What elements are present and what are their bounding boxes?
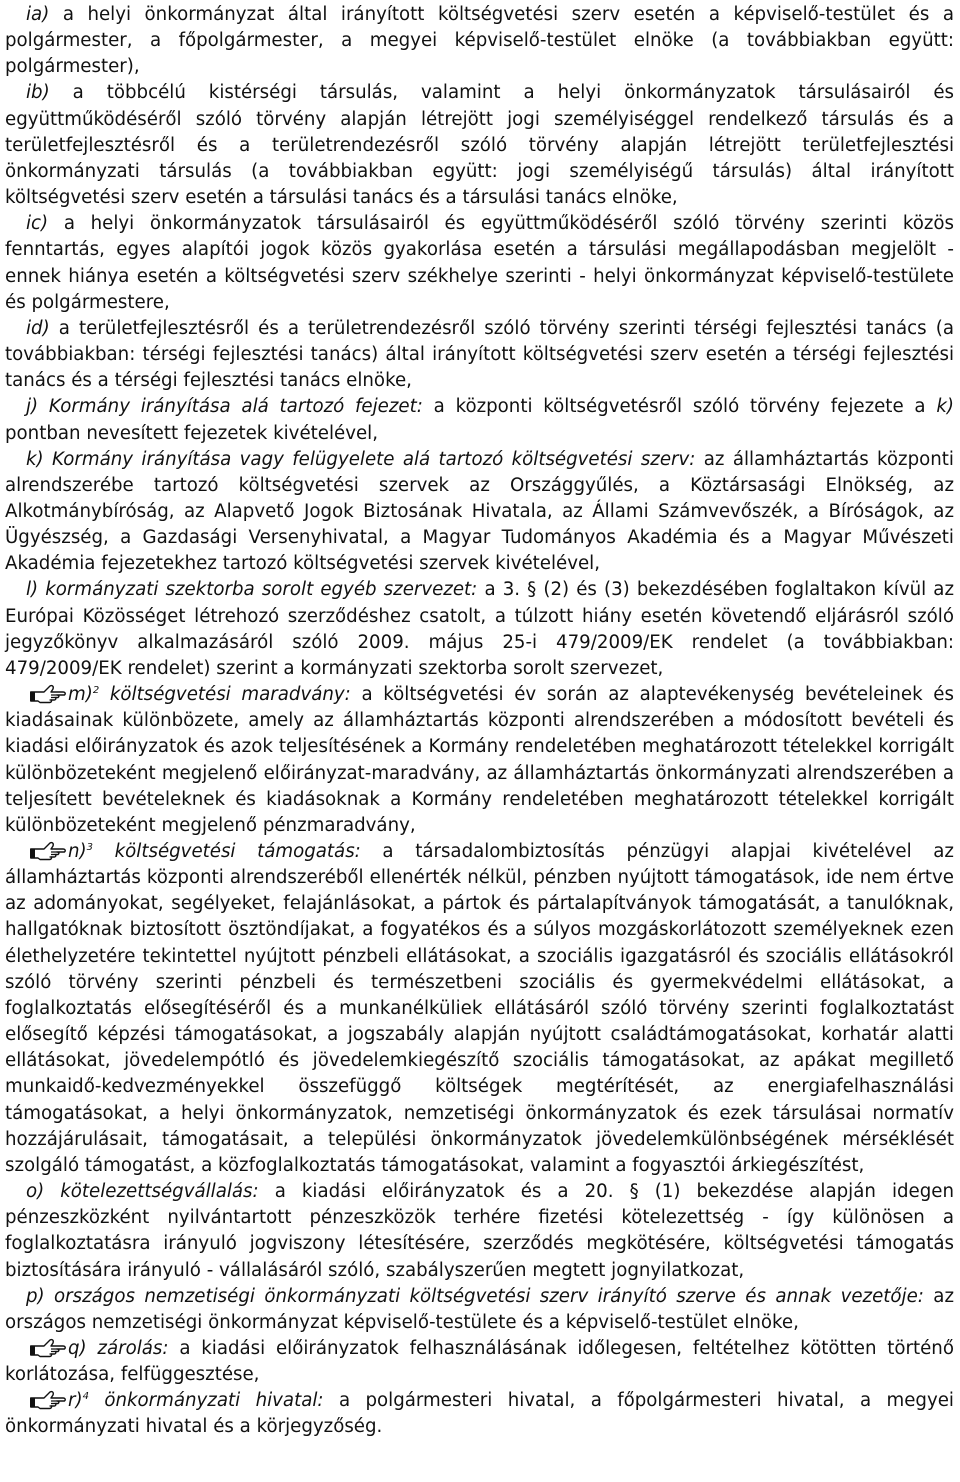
paragraph-label: p) országos nemzetiségi önkormányzati költségvetési szerv irányító szerve és annak vezetője: (26, 1285, 924, 1307)
paragraph-text: az országos nemzetiségi önkormányzat képviselő-testülete és a képviselő-testület elnöke, (5, 1285, 954, 1333)
pointing-hand-icon[interactable] (30, 841, 68, 859)
paragraph-text: az államháztartás központi alrendszerébe tartozó költségvetési szervek az Országgyűlés, a Köztársasági Elnökség, az Alkotmánybíróság, az Alapvető Jogok Biztosának Hivatala, az Állami Számvevőszék, a Bíróságok, az Ügyészség, a Gazdasági Versenyhivatal, a Magyar Tudományos Akadémia és a Magyar Művészeti Akadémia fejezetekhez tartozó költségvetési szervek kivételével, (5, 448, 954, 575)
paragraph-label: költségvetési támogatás: (114, 841, 361, 862)
paragraph-text: a polgármesteri hivatal, a főpolgármesteri hivatal, a megyei önkormányzati hivatal és a körjegyzőség. (5, 1390, 954, 1438)
paragraph-text: a kiadási előirányzatok felhasználásának időlegesen, feltételhez kötötten történő korlátozása, felfüggesztése, (5, 1337, 954, 1386)
paragraph-letter: m) (68, 684, 93, 706)
paragraph-label: ic) (26, 213, 49, 235)
paragraph-q (5, 1336, 954, 1388)
paragraph-label: l) kormányzati szektorba sorolt egyéb szervezet: (26, 579, 478, 601)
paragraph-text: a költségvetési év során az alaptevékenység bevételeinek és kiadásainak különbözete, amely az államháztartás központi alrendszerében a módosított bevételi és kiadási előirányzatok és azok teljesítésének a Kormány rendeletében meghatározott tételekkel korrigált különbözeteként megjelenő előirányzat-maradvány, az államháztartás önkormányzati alrendszerében a teljesített bevételeknek és kiadásoknak a Kormány rendeletében meghatározott tételekkel korrigált különbözeteként megjelenő pénzmaradvány, (5, 684, 954, 836)
paragraph-label: id) (26, 317, 50, 339)
paragraph-label: ib) (26, 82, 50, 104)
paragraph-label: önkormányzati hivatal: (104, 1390, 324, 1412)
paragraph-letter: q) (68, 1337, 87, 1359)
paragraph-letter: r) (68, 1390, 83, 1412)
paragraph-l (5, 577, 954, 682)
paragraph-letter: n) (68, 841, 87, 862)
pointing-hand-icon[interactable] (30, 1390, 68, 1408)
footnote-reference[interactable]: 4 (82, 1391, 89, 1403)
paragraph-text: a központi költségvetésről szóló törvény fejezete a (433, 396, 926, 418)
paragraph-text: a 3. § (2) és (3) bekezdésében foglaltakon kívül az Európai Közösséget létrehozó szerződéshez csatolt, a túlzott hiány esetén követendő eljárásról szóló jegyzőkönyv alkalmazásáról szóló 2009. május 25-i 479/2009/EK rendelet (a továbbiakban: 479/2009/EK rendelet) szerint a kormányzati szektorba sorolt szervezet, (5, 579, 954, 679)
footnote-reference[interactable]: 3 (86, 841, 93, 853)
paragraph-n (5, 839, 954, 1179)
paragraph-label: költségvetési maradvány: (109, 684, 351, 706)
paragraph-text-continued: pontban nevesített fejezetek kivételével, (5, 422, 378, 444)
paragraph-ia (5, 2, 954, 80)
paragraph-k (5, 447, 954, 578)
paragraph-ic (5, 211, 954, 316)
paragraph-label: j) Kormány irányítása alá tartozó fejezet: (26, 396, 423, 418)
paragraph-text: a helyi önkormányzat által irányított költségvetési szerv esetén a képviselő-testület és a polgármester, a főpolgármester, a megyei képviselő-testület elnöke (a továbbiakban együtt: polgármester), (5, 4, 954, 78)
paragraph-reference: k) (936, 396, 954, 418)
pointing-hand-icon[interactable] (30, 684, 68, 702)
paragraph-label: zárolás: (97, 1337, 169, 1359)
paragraph-p (5, 1284, 954, 1336)
paragraph-text: a területfejlesztésről és a területrendezésről szóló törvény szerinti térségi fejlesztési tanács (a továbbiakban: térségi fejlesztési tanács) által irányított költségvetési szerv esetén a térségi fejlesztési tanács és a térségi fejlesztési tanács elnöke, (5, 317, 954, 392)
paragraph-label: k) Kormány irányítása vagy felügyelete alá tartozó költségvetési szerv: (26, 448, 696, 470)
paragraph-label: o) kötelezettségvállalás: (26, 1181, 259, 1203)
footnote-reference[interactable]: 2 (92, 685, 100, 696)
paragraph-j (5, 394, 954, 446)
paragraph-m (5, 682, 954, 839)
paragraph-label: ia) (26, 4, 50, 25)
paragraph-r (5, 1388, 954, 1440)
pointing-hand-icon[interactable] (30, 1338, 68, 1356)
paragraph-o (5, 1179, 954, 1284)
paragraph-id (5, 316, 954, 394)
paragraph-text: a társadalombiztosítás pénzügyi alapjai kivételével az államháztartás központi alrendszeréből ellenérték nélkül, pénzben nyújtott támogatások, ide nem értve az adományokat, segélyeket, felajánlásokat, a pártok és pártalapítványok támogatását, a tanulóknak, hallgatóknak biztosított ösztöndíjakat, a fogyatékos és a súlyos mozgáskorlátozott személyeknek ezen élethelyzetére tekintettel nyújtott pénzbeli ellátásokat, a szociális igazgatásról és szociális ellátásokról szóló törvény szerinti pénzbeli és természetbeni szociális és gyermekvédelmi ellátásokat, a foglalkoztatás elősegítéséről és a munkanélküliek ellátásáról szóló törvény szerinti foglalkoztatást elősegítő képzési támogatásokat, a jogszabály alapján nyújtott családtámogatásokat, korhatár alatti ellátásokat, jövedelempótló és jövedelemkiegészítő szociális támogatásokat, az apákat megillető munkaidő-kedvezményekkel összefüggő költségek megtérítését, az energiafelhasználási támogatásokat, a helyi önkormányzatok, nemzetiségi önkormányzatok és ezek társulásai normatív hozzájárulásait, támogatásait, a települési önkormányzatok jövedelemkülönbségének mérséklését szolgáló támogatást, a közfoglalkoztatás támogatásokat, valamint a fogyasztói árkiegészítést, (5, 841, 954, 1176)
paragraph-text: a helyi önkormányzatok társulásairól és együttműködéséről szóló törvény szerinti közös fenntartás, egyes alapítói jogok közös gyakorlása esetén a társulási megállapodásban megjelölt - ennek hiánya esetén a költségvetési szerv székhelye szerinti - helyi önkormányzat képviselő-testülete és polgármestere, (5, 213, 954, 313)
paragraph-text: a kiadási előirányzatok és a 20. § (1) bekezdése alapján idegen pénzeszközként nyilvántartott pénzeszközök terhére fizetési kötelezettség - így különösen a foglalkoztatásra irányuló jogviszony létesítésére, szerződés megkötésére, költségvetési támogatás biztosítására irányuló - vállalásáról szóló, szabályszerűen megtett jognyilatkozat, (5, 1181, 954, 1281)
paragraph-ib (5, 80, 954, 211)
paragraph-text: a többcélú kistérségi társulás, valamint a helyi önkormányzatok társulásairól és együttműködéséről szóló törvény alapján létrejött jogi személyiséggel rendelkező társulás és a területfejlesztésről és a területrendezésről szóló törvény alapján létrejött területfejlesztési önkormányzati társulás (a továbbiakban együtt: jogi személyiségű társulás) által irányított költségvetési szerv esetén a társulási tanács és a társulási tanács elnöke, (5, 82, 954, 209)
